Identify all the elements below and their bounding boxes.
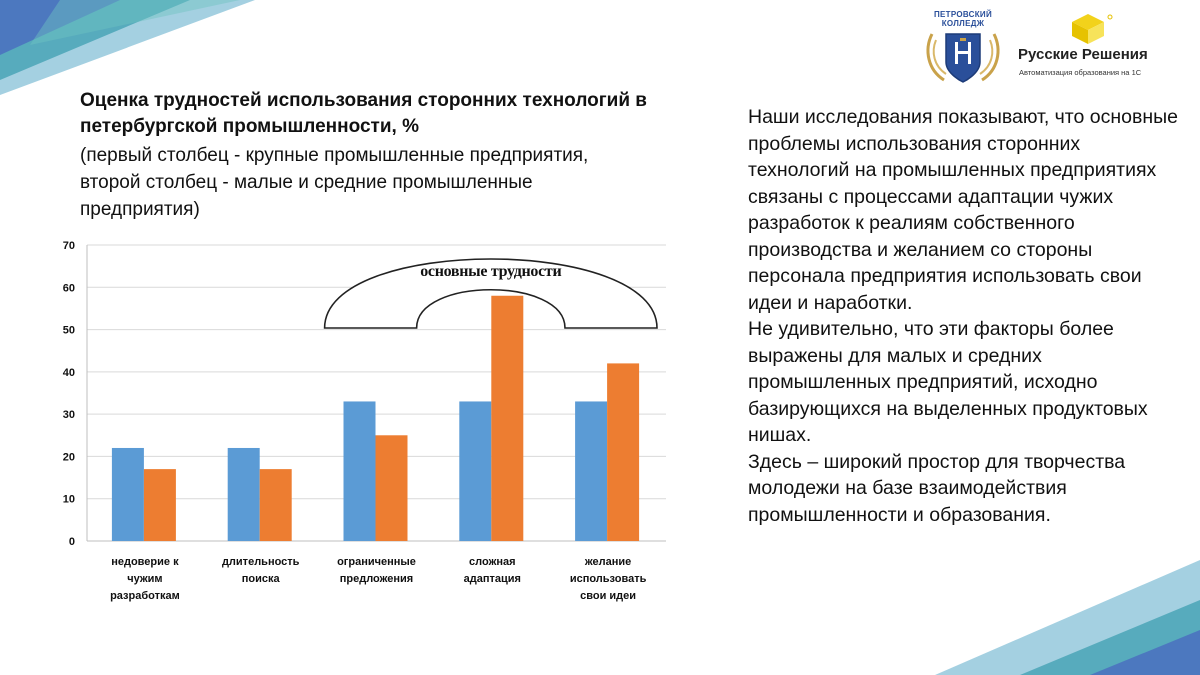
bar-small-medium-enterprises [607,363,639,541]
bar-large-enterprises [228,448,260,541]
category-label: использовать [569,573,647,585]
yellow-cube-icon [1058,12,1118,46]
rr-name: Русские Решения [1018,46,1148,63]
category-label: свои идеи [580,590,637,602]
chart-title: Оценка трудностей использования сторонних технологий в петербургской промышленности, % [80,90,647,137]
category-label: ограниченные [337,556,416,568]
bar-small-medium-enterprises [491,296,523,541]
bar-small-medium-enterprises [144,469,176,541]
y-tick-label: 60 [62,282,75,295]
y-tick-label: 50 [62,324,75,337]
category-label: чужим [127,573,163,585]
bar-large-enterprises [575,401,607,541]
y-tick-label: 70 [62,240,75,252]
research-text [748,104,1180,528]
chart-subtitle: (первый столбец - крупные промышленные предприятия, второй столбец - малые и средние промышленные предприятия) [80,145,589,220]
category-label: желание [584,556,632,568]
category-label: сложная [469,556,516,568]
petrovsky-caption-line-1: ПЕТРОВСКИЙ [933,10,993,19]
petrovsky-college-logo [922,10,1004,86]
bar-small-medium-enterprises [376,435,408,541]
bar-large-enterprises [459,401,491,541]
category-label: разработкам [110,590,180,602]
rr-subtitle: Автоматизация образования на 1С [1019,68,1142,77]
annotation-label: основные трудности [420,263,562,280]
bar-chart [50,232,700,612]
russkie-resheniya-logo [1018,12,1168,84]
y-tick-label: 20 [62,451,75,464]
category-label: недоверие к [111,556,179,568]
paragraph-opportunity: Здесь – широкий простор для творчества молодежи на базе взаимодействия промышленности и образования. [748,450,1126,526]
bar-large-enterprises [344,401,376,541]
college-emblem-icon [922,28,1004,86]
y-tick-label: 10 [62,493,75,506]
y-tick-label: 30 [62,409,75,422]
y-tick-label: 40 [62,366,75,379]
bar-small-medium-enterprises [260,469,292,541]
y-tick-label: 0 [68,536,75,548]
paragraph-research: Наши исследования показывают, что основные проблемы использования сторонних технологий на промышленных предприятиях связаны с процессами адаптации чужих разработок к реалиям собственного производства и желанием со стороны персонала предприятия использовать свои идеи и наработки. [748,106,1178,314]
category-label: поиска [241,573,280,585]
bar-large-enterprises [112,448,144,541]
paragraph-factors: Не удивительно, что эти факторы более выражены для малых и средних промышленных предприятий, исходно базирующихся на выделенных продуктовых нишах. [748,318,1148,446]
category-label: предложения [339,573,414,585]
category-label: длительность [221,556,300,568]
petrovsky-caption-line-2: КОЛЛЕДЖ [941,19,985,28]
category-label: адаптация [463,573,521,585]
